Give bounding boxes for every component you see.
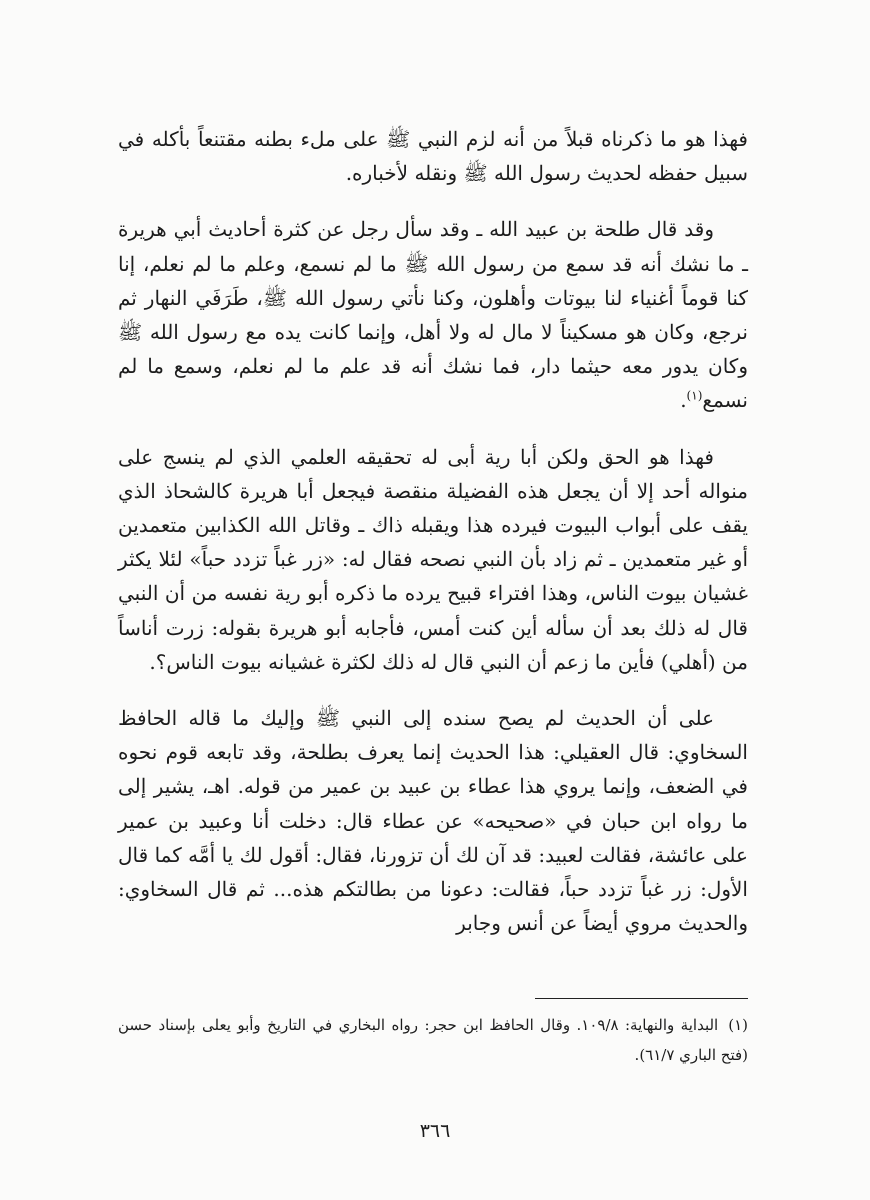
paragraph-2-text: وقد قال طلحة بن عبيد الله ـ وقد سأل رجل عن كثرة أحاديث أبي هريرة ـ ما نشك أنه قد سمع من رسول الله ﷺ ما لم نسمع، وعلم ما لم نعلم، إنا كنا قوماً أغنياء لنا بيوتات وأهلون، وكنا نأتي رسول الله ﷺ، طَرَفَي النهار ثم نرجع، وكان هو مسكيناً لا مال له ولا أهل، وإنما كانت يده مع رسول الله ﷺ وكان يدور معه حيثما دار، فما نشك أنه قد علم ما لم نعلم، وسمع ما لم نسمع: [118, 217, 748, 413]
footnote: [118, 1010, 748, 1070]
footnote-reference[interactable]: (١): [686, 388, 703, 403]
paragraph-4: [118, 701, 748, 940]
paragraph-1-text: فهذا هو ما ذكرناه قبلاً من أنه لزم النبي ﷺ على ملء بطنه مقتنعاً بأكله في سبيل حفظه لحديث رسول الله ﷺ ونقله لأخباره.: [118, 127, 748, 186]
paragraph-3-text: فهذا هو الحق ولكن أبا رية أبى له تحقيقه العلمي الذي لم ينسج على منواله أحد إلا أن يجعل هذه الفضيلة منقصة فيجعل أبا هريرة كالشحاذ الذي يقف على أبواب البيوت فيرده هذا ويقبله ذاك ـ وقاتل الله الكذابين متعمدين أو غير متعمدين ـ ثم زاد بأن النبي نصحه فقال له: «زر غباً تزدد حباً» لئلا يكثر غشيان بيوت الناس، وهذا افتراء قبيح يرده ما ذكره أبو رية نفسه من أن النبي قال له ذلك بعد أن سأله أين كنت أمس، فأجابه أبو هريرة بقوله: زرت أناساً من (أهلي) فأين ما زعم أن النبي قال له ذلك لكثرة غشيانه بيوت الناس؟.: [118, 444, 748, 674]
paragraph-1: [118, 122, 748, 190]
footnote-divider: [535, 998, 748, 999]
paragraph-2: [118, 212, 748, 417]
footnote-number: (١): [728, 1016, 748, 1034]
paragraph-4-text: على أن الحديث لم يصح سنده إلى النبي ﷺ وإليك ما قاله الحافظ السخاوي: قال العقيلي: هذا الحديث إنما يعرف بطلحة، وقد تابعه قوم نحوه في الضعف، وإنما يروي هذا عطاء بن عبيد بن عمير من قوله. اهـ، يشير إلى ما رواه ابن حبان في «صحيحه» عن عطاء قال: دخلت أنا وعبيد بن عمير على عائشة، فقالت لعبيد: قد آن لك أن تزورنا، فقال: أقول لك يا أمَّه كما قال الأول: زر غباً تزدد حباً، فقالت: دعونا من بطالتكم هذه... ثم قال السخاوي: والحديث مروي أيضاً عن أنس وجابر: [118, 706, 748, 936]
paragraph-3: [118, 440, 748, 679]
page-number: ٣٦٦: [419, 1120, 451, 1142]
paragraph-2-end: .: [680, 388, 687, 413]
footnote-text: البداية والنهاية: ١٠٩/٨. وقال الحافظ ابن حجر: رواه البخاري في التاريخ وأبو يعلى بإسناد حسن (فتح الباري ٦١/٧).: [118, 1016, 748, 1064]
main-text: [118, 122, 748, 962]
